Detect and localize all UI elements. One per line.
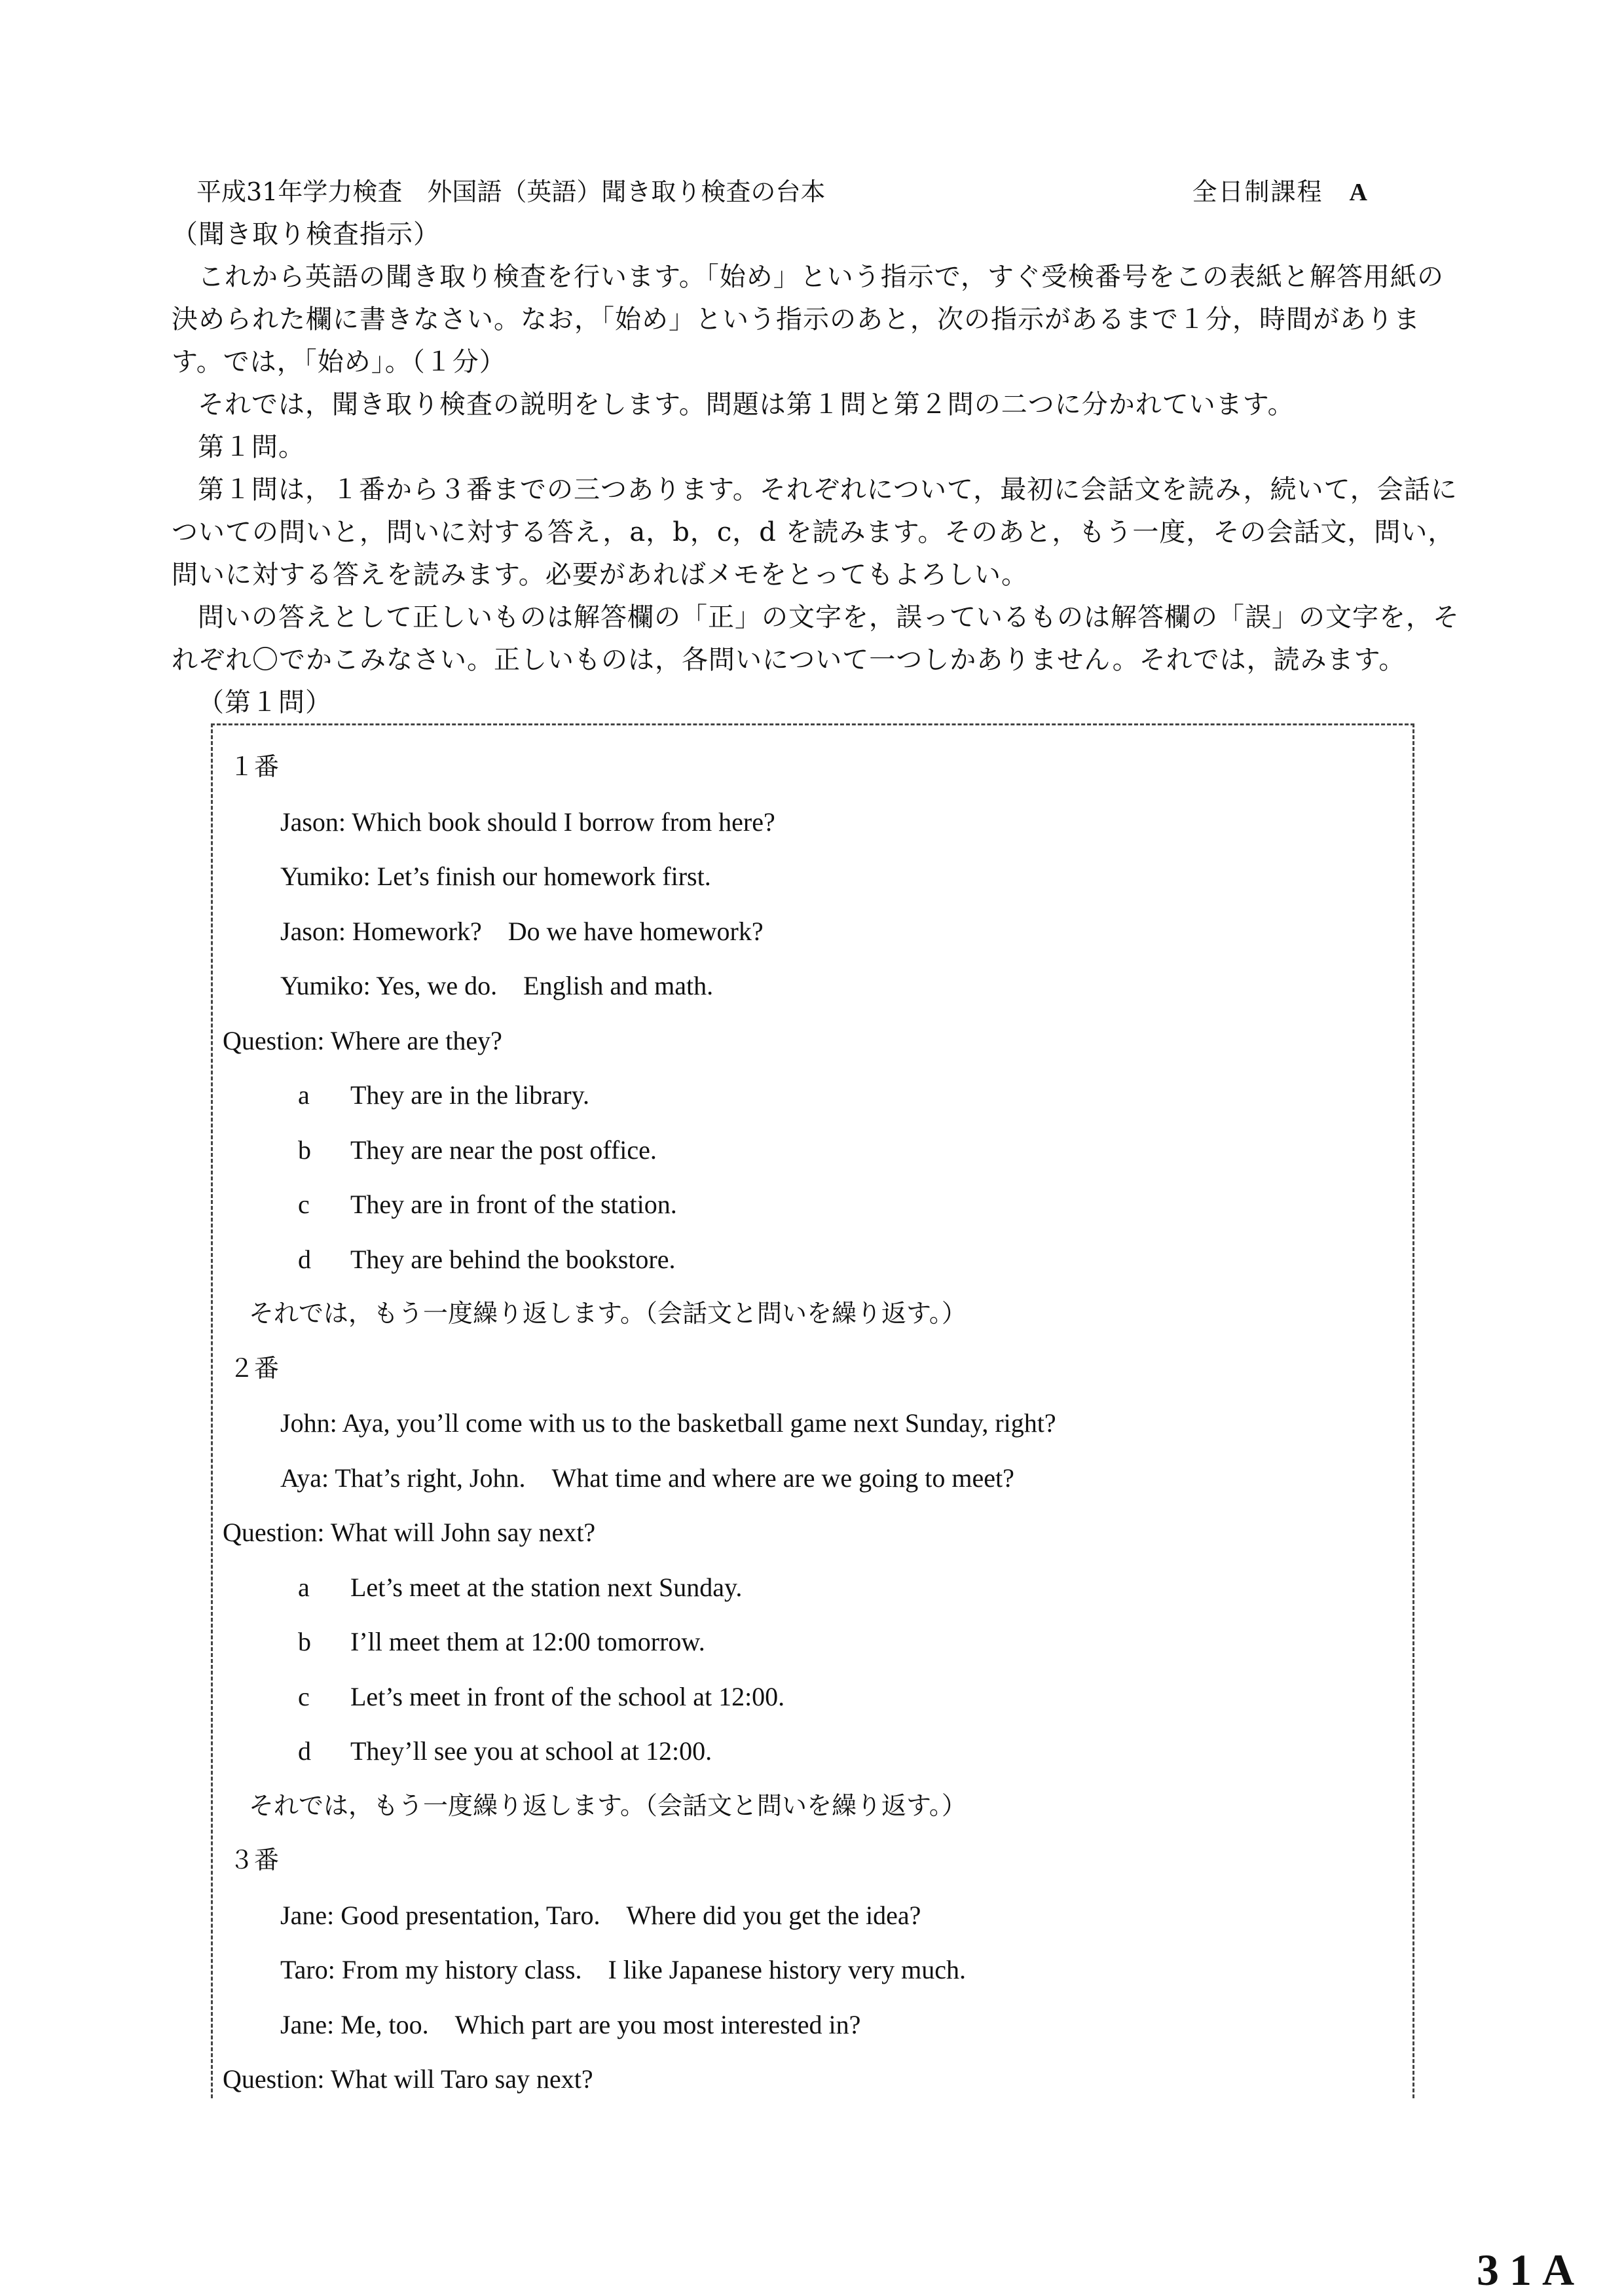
choice-text: Let’s meet in front of the school at 12:00. <box>350 1681 785 1711</box>
instructions-section <box>172 213 1468 724</box>
repeat-instruction: それでは，もう一度繰り返します。（会話文と問いを繰り返す。） <box>249 1791 967 1820</box>
answer-choice <box>223 1177 1401 1232</box>
dialog-line: Taro: From my history class. I like Japanese history very much. <box>280 1955 966 1984</box>
dialog-line: John: Aya, you’ll come with us to the basketball game next Sunday, right? <box>280 1408 1056 1438</box>
answer-choice <box>223 1123 1401 1178</box>
instructions-paragraph-5: 問いの答えとして正しいものは解答欄の「正」の文字を，誤っているものは解答欄の「誤」の文字を，それぞれ〇でかこみなさい。正しいものは，各問いについて一つしかありません。それでは，読みます。 <box>172 602 1460 675</box>
answer-choice <box>223 1232 1401 1287</box>
choice-text: Let’s meet at the station next Sunday. <box>350 1572 743 1602</box>
instructions-paragraph-1: これから英語の聞き取り検査を行います。「始め」という指示で，すぐ受検番号をこの表紙と解答用紙の決められた欄に書きなさい。なお，「始め」という指示のあと，次の指示があるまで１分，時間があります。では，「始め」。（１分） <box>172 262 1444 377</box>
dialog-question: Question: What will Taro say next? <box>223 2064 593 2094</box>
document-header <box>196 172 1369 211</box>
instructions-paragraph-2: それでは，聞き取り検査の説明をします。問題は第１問と第２問の二つに分かれています。 <box>198 390 1295 420</box>
dialog-line: Yumiko: Yes, we do. English and math. <box>280 971 714 1000</box>
instructions-heading: （聞き取り検査指示） <box>172 219 440 249</box>
instructions-paragraph-4: 第１問は，１番から３番までの三つあります。それぞれについて，最初に会話文を読み，続いて，会話についての問いと，問いに対する答え，a，b，c，d を読みます。そのあと，もう一度，その会話文，問い，問いに対する答えを読みます。必要があればメモをとってもよろしい。 <box>172 475 1458 590</box>
choice-text: They are behind the bookstore. <box>350 1244 676 1274</box>
choice-letter: d <box>298 1244 311 1274</box>
choice-letter: b <box>298 1627 311 1656</box>
choice-letter: b <box>298 1135 311 1165</box>
version-label: A <box>1349 179 1369 206</box>
answer-choice <box>223 1669 1401 1724</box>
section-label: （第１問） <box>198 687 332 718</box>
choice-letter: c <box>298 1681 310 1711</box>
dialog-question: Question: What will John say next? <box>223 1518 596 1547</box>
instructions-paragraph-3: 第１問。 <box>198 432 305 462</box>
document-title: 平成31年学力検査 外国語（英語）聞き取り検査の台本 <box>196 177 826 206</box>
dialog-line: Jason: Homework? Do we have homework? <box>280 916 764 946</box>
choice-text: They’ll see you at school at 12:00. <box>350 1736 712 1766</box>
answer-choice <box>223 1614 1401 1669</box>
dialog-question: Question: Where are they? <box>223 1025 502 1055</box>
dialog-line: Aya: That’s right, John. What time and where are we going to meet? <box>280 1463 1014 1493</box>
dialog-line: Jason: Which book should I borrow from here? <box>280 807 775 837</box>
choice-text: I’ll meet them at 12:00 tomorrow. <box>350 1627 705 1656</box>
dialog-line: Jane: Good presentation, Taro. Where did you get the idea? <box>280 1900 921 1930</box>
answer-choice <box>223 1560 1401 1615</box>
dialog-number: １番 <box>229 752 280 781</box>
choice-text: They are near the post office. <box>350 1135 657 1165</box>
dialog-number: ３番 <box>229 1846 280 1874</box>
course-name: 全日制課程 <box>1192 177 1323 206</box>
choice-letter: c <box>298 1190 310 1219</box>
answer-choice <box>223 1068 1401 1123</box>
choice-letter: d <box>298 1736 311 1766</box>
repeat-instruction: それでは，もう一度繰り返します。（会話文と問いを繰り返す。） <box>249 1299 967 1328</box>
choice-text: They are in the library. <box>350 1080 590 1110</box>
dialog-line: Yumiko: Let’s finish our homework first. <box>280 862 711 891</box>
choice-letter: a <box>298 1572 310 1602</box>
dialog-line: Jane: Me, too. Which part are you most interested in? <box>280 2009 861 2039</box>
choice-text: They are in front of the station. <box>350 1190 677 1219</box>
page-identifier: 31A <box>1477 2245 1585 2295</box>
course-label <box>1192 172 1369 208</box>
dialog-number: ２番 <box>229 1353 280 1383</box>
choice-letter: a <box>298 1080 310 1110</box>
answer-choice <box>223 1724 1401 1779</box>
dialog-content <box>223 740 1401 2107</box>
